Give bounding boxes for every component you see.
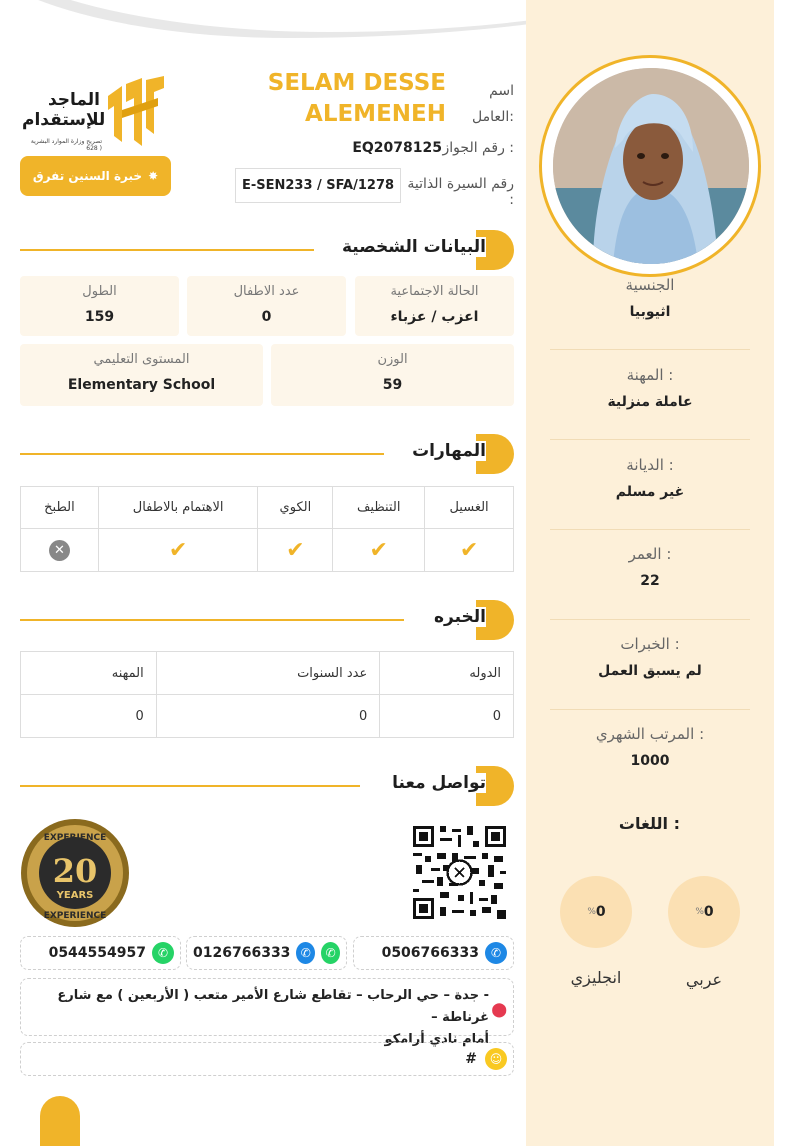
section-line	[20, 453, 384, 455]
nationality-label: الجنسية	[625, 276, 675, 294]
height-label: الطول	[82, 284, 117, 299]
company-logo-icon	[102, 76, 168, 148]
level-unit: %	[695, 907, 704, 917]
marital-label: الحالة الاجتماعية	[390, 284, 479, 299]
profession-label: المهنة :	[626, 366, 674, 384]
phone-contact-2[interactable]	[186, 936, 347, 970]
whatsapp-icon: ✆	[152, 942, 174, 964]
education-label: المستوى التعليمي	[93, 352, 190, 367]
svg-text:YEARS: YEARS	[56, 890, 94, 901]
marital-card	[355, 276, 514, 336]
skill-label: الكوي	[258, 487, 333, 529]
experience-badge-icon	[20, 818, 130, 928]
table-cell: 0	[380, 695, 514, 738]
slogan-text: خبرة السنين تفرق	[32, 169, 143, 183]
snapchat-handle[interactable]: #	[465, 1051, 477, 1067]
skill-status	[98, 529, 258, 572]
location-pin-icon: ⬤	[491, 1002, 507, 1018]
skill-status	[333, 529, 425, 572]
cv-number: E-SEN233 / SFA/1278	[235, 168, 401, 203]
nationality-block	[550, 276, 750, 320]
qr-code-icon[interactable]	[413, 826, 506, 919]
whatsapp-icon: ✆	[321, 942, 340, 964]
passport-number: EQ2078125	[352, 140, 442, 156]
skill-label: الغسيل	[425, 487, 514, 529]
profession-value: عاملة منزلية	[607, 394, 693, 410]
check-icon: ✔	[286, 537, 305, 563]
phone-number[interactable]: 0126766333	[193, 945, 291, 961]
religion-block	[550, 456, 750, 500]
divider	[550, 349, 750, 350]
slogan-badge	[20, 156, 171, 196]
nationality-value: اثيوبيا	[629, 304, 671, 320]
column-header: المهنه	[21, 652, 157, 695]
experience-section-title: الخبره	[410, 607, 486, 627]
company-license: تصريح وزارة الموارد البشرية 628 )	[30, 138, 102, 152]
weight-card	[271, 344, 514, 406]
check-icon: ✔	[168, 537, 188, 563]
education-value: Elementary School	[67, 377, 216, 393]
address-box	[20, 978, 514, 1047]
children-label: عدد الاطفال	[233, 284, 300, 299]
personal-section-title: البيانات الشخصية	[330, 237, 486, 257]
language-name-arabic: عربي	[685, 970, 723, 989]
check-icon: ✔	[459, 537, 479, 563]
divider	[550, 529, 750, 530]
bottom-decoration	[40, 1096, 80, 1146]
children-card	[187, 276, 346, 336]
snapchat-contact[interactable]	[20, 1042, 514, 1076]
skill-status	[21, 529, 99, 572]
skill-label: التنظيف	[333, 487, 425, 529]
level-unit: %	[587, 907, 596, 917]
weight-label: الوزن	[377, 352, 408, 367]
phone-number[interactable]: 0506766333	[381, 945, 479, 961]
experience-header-row	[21, 652, 514, 695]
cv-label: رقم السيرة الذاتية :	[407, 176, 514, 208]
skill-label: الاهتمام بالاطفال	[98, 487, 258, 529]
section-line	[20, 619, 404, 621]
table-cell: 0	[156, 695, 380, 738]
cross-icon: ✕	[49, 540, 70, 561]
height-value: 159	[84, 309, 115, 325]
language-level-english	[560, 876, 632, 948]
level-value: 0	[595, 904, 606, 920]
phone-icon: ✆	[485, 942, 507, 964]
education-card	[20, 344, 263, 406]
divider	[550, 439, 750, 440]
skill-label: الطبخ	[21, 487, 99, 529]
company-name: الماجد للإستقدام	[22, 90, 106, 130]
table-row	[21, 695, 514, 738]
section-line	[20, 785, 360, 787]
age-label: العمر :	[628, 545, 672, 563]
worker-name: SELAM DESSE ALEMENEH	[267, 70, 446, 127]
divider	[550, 709, 750, 710]
phone-contact-3[interactable]	[20, 936, 181, 970]
experience-label: الخبرات :	[620, 635, 680, 653]
level-value: 0	[703, 904, 714, 920]
column-header: عدد السنوات	[156, 652, 380, 695]
column-header: الدوله	[380, 652, 514, 695]
marital-value: اعزب / عزباء	[390, 309, 479, 325]
skills-status-row	[21, 529, 514, 572]
age-value: 22	[640, 573, 660, 589]
table-cell: 0	[21, 695, 157, 738]
svg-text:20: 20	[52, 852, 98, 890]
language-level-arabic	[668, 876, 740, 948]
skill-status	[258, 529, 333, 572]
profession-block	[550, 366, 750, 410]
section-line	[20, 249, 314, 251]
children-value: 0	[261, 309, 272, 325]
languages-title: اللغات :	[618, 814, 680, 833]
height-card	[20, 276, 179, 336]
salary-label: المرتب الشهري :	[595, 725, 705, 743]
salary-value: 1000	[630, 753, 670, 769]
language-name-english: انجليزي	[570, 968, 622, 987]
experience-block	[550, 635, 750, 679]
phone-contact-1[interactable]	[353, 936, 514, 970]
phone-number[interactable]: 0544554957	[48, 945, 146, 961]
address-line-2: أمام نادي أرامكو	[384, 1032, 489, 1047]
experience-value: لم يسبق العمل	[598, 663, 702, 679]
passport-label: رقم الجواز :	[442, 140, 514, 156]
age-block	[550, 545, 750, 589]
experience-table	[20, 651, 514, 738]
address-line-1: - جدة – حي الرحاب – تقاطع شارع الأمير متعب ( الأربعين ) مع شارع غرناطة –	[57, 988, 489, 1025]
religion-label: الديانة :	[626, 456, 674, 474]
svg-text:EXPERIENCE: EXPERIENCE	[43, 833, 107, 843]
check-icon: ✔	[369, 537, 388, 563]
worker-photo	[553, 68, 749, 264]
svg-text:EXPERIENCE: EXPERIENCE	[43, 911, 107, 921]
divider	[550, 619, 750, 620]
name-label: اسم العامل:	[472, 83, 514, 125]
salary-block	[550, 725, 750, 769]
skills-header-row	[21, 487, 514, 529]
skill-status	[425, 529, 514, 572]
snapchat-icon: ☺	[485, 1048, 507, 1070]
sparkle-icon: ✸	[148, 169, 159, 183]
religion-value: غير مسلم	[615, 484, 685, 500]
phone-icon: ✆	[296, 942, 315, 964]
skills-section-title: المهارات	[392, 441, 486, 461]
weight-value: 59	[382, 377, 403, 393]
skills-table	[20, 486, 514, 572]
contact-section-title: تواصل معنا	[380, 773, 486, 793]
